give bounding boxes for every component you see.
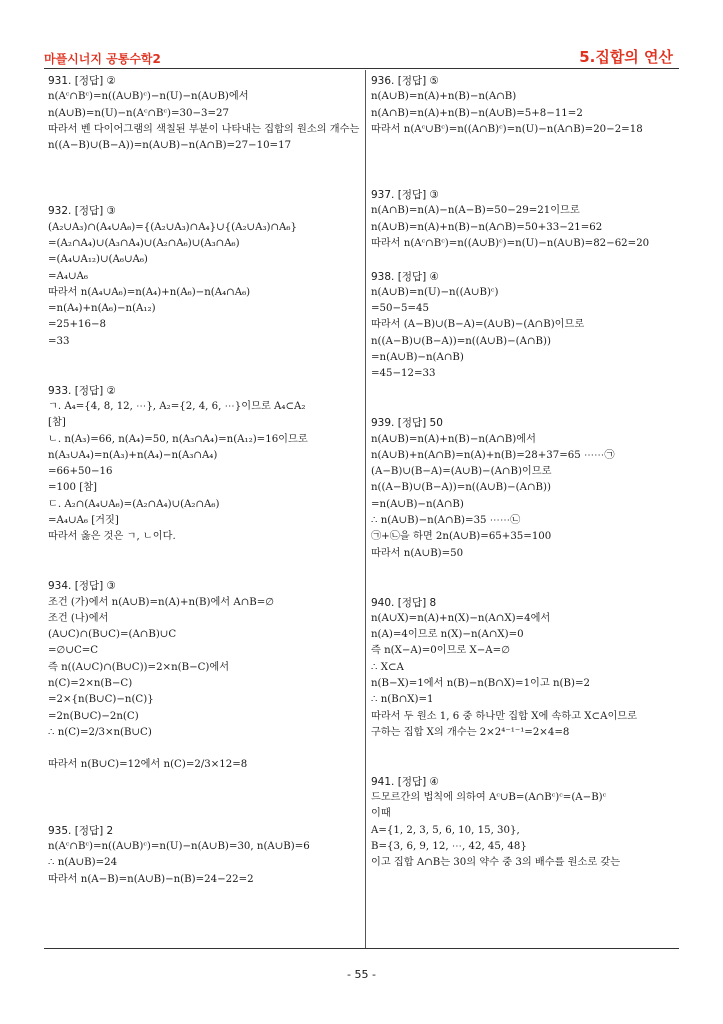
spacer	[48, 774, 360, 790]
solution-line: =∅∪C=C	[48, 645, 99, 657]
spacer	[48, 562, 360, 578]
solution-line: n(A∪B)=n(U)−n((A∪B)ᶜ)	[371, 286, 499, 298]
solution-line: 따라서 n(Aᶜ∩Bᶜ)=n((A∪B)ᶜ)=n(U)−n(A∪B)=82−62=20	[371, 237, 650, 249]
solution-line: =50−5=45	[371, 303, 430, 315]
solution-line: ∴ n(C)=2/3×n(B∪C)	[48, 726, 152, 738]
spacer	[48, 350, 360, 366]
solution-line: 즉 n((A∪C)∩(B∪C))=2×n(B−C)에서	[48, 661, 230, 673]
solution-line: ㉠+㉡을 하면 2n(A∪B)=65+35=100	[371, 531, 552, 543]
solution-line: n(A∪B)+n(A∩B)=n(A)+n(B)=28+37=65 ⋯⋯㉠	[371, 449, 615, 461]
solution-line: n(A)=4이므로 n(X)−n(A∩X)=0	[371, 629, 524, 641]
solution-line: =n(A∪B)−n(A∩B)	[371, 352, 464, 364]
solution-line: n(Aᶜ∩Bᶜ)=n((A∪B)ᶜ)=n(U)−n(A∪B)=30, n(A∪B)=6	[48, 840, 310, 852]
spacer	[48, 366, 360, 382]
solution-line: n(A∩B)=n(A)−n(A−B)=50−29=21이므로	[371, 205, 580, 217]
spacer	[371, 399, 681, 415]
solution-line: 조건 (가)에서 n(A∪B)=n(A)+n(B)에서 A∩B=∅	[48, 596, 275, 608]
solution-line: n(A₃∪A₄)=n(A₃)+n(A₄)−n(A₃∩A₄)	[48, 449, 218, 461]
solution-line: n(B−X)=1에서 n(B)−n(B∩X)=1이고 n(B)=2	[371, 677, 590, 689]
solution-line: ㄴ. n(A₃)=66, n(A₄)=50, n(A₃∩A₄)=n(A₁₂)=16이므로	[48, 433, 308, 445]
solution-line: 조건 (나)에서	[48, 612, 109, 624]
solution-line: n(A∪B)=n(A)+n(B)−n(A∩B)=50+33−21=62	[371, 221, 603, 233]
spacer	[371, 171, 681, 187]
problem-heading: 934. [정답] ③	[48, 580, 116, 593]
solution-line: 따라서 n(A−B)=n(A∪B)−n(B)=24−22=2	[48, 873, 254, 885]
solution-line: =100 [참]	[48, 482, 98, 494]
solution-line: (A₂∪A₃)∩(A₄∪A₆)={(A₂∪A₃)∩A₄}∪{(A₂∪A₃)∩A₆}	[48, 221, 297, 233]
problem-heading: 932. [정답] ③	[48, 205, 116, 218]
problem-heading: 936. [정답] ⑤	[371, 75, 439, 87]
solution-line: 따라서 n(Aᶜ∪Bᶜ)=n((A∩B)ᶜ)=n(U)−n(A∩B)=20−2=18	[371, 123, 643, 135]
spacer	[371, 138, 681, 154]
solution-line: ∴ X⊂A	[371, 661, 404, 673]
solution-line: n(A∪B)=n(U)−n(Aᶜ∩Bᶜ)=30−3=27	[48, 107, 230, 119]
spacer	[48, 806, 360, 822]
solution-line: 드모르간의 법칙에 의하여 Aᶜ∪B=(A∩Bᶜ)ᶜ=(A−B)ᶜ	[371, 792, 607, 804]
chapter-title: 5.집합의 연산	[579, 48, 673, 66]
spacer	[48, 741, 360, 757]
spacer	[371, 383, 681, 399]
spacer	[371, 741, 681, 757]
spacer	[48, 187, 360, 203]
bottom-rule	[44, 948, 679, 949]
solution-line: =(A₂∩A₄)∪(A₃∩A₄)∪(A₂∩A₆)∪(A₃∩A₆)	[48, 237, 240, 249]
solution-line: ∴ n(B∩X)=1	[371, 694, 434, 706]
solution-line: ㄱ. A₄={4, 8, 12, ⋯}, A₂={2, 4, 6, ⋯}이므로 A₄⊂A₂	[48, 400, 306, 412]
solution-line: =A₄∪A₆ [거짓]	[48, 515, 119, 527]
spacer	[48, 790, 360, 806]
spacer	[48, 546, 360, 562]
problem-heading: 941. [정답] ④	[371, 775, 439, 788]
solution-line: n(Aᶜ∩Bᶜ)=n((A∪B)ᶜ)−n(U)−n(A∪B)에서	[48, 91, 249, 103]
solution-line: 따라서 n(A₄∪A₆)=n(A₄)+n(A₆)−n(A₄∩A₆)	[48, 286, 251, 298]
solution-line: =(A₄∪A₁₂)∪(A₆∪A₆)	[48, 254, 148, 266]
solution-line: (A∪C)∩(B∪C)=(A∩B)∪C	[48, 629, 177, 641]
solution-line: =45−12=33	[371, 368, 436, 380]
solution-line: 이때	[371, 808, 391, 820]
solution-line: =A₄∪A₆	[48, 270, 88, 282]
solution-line: =33	[48, 335, 70, 347]
solution-line: =2n(B∪C)−2n(C)	[48, 710, 139, 722]
column-divider	[365, 70, 366, 948]
solution-line: 따라서 두 원소 1, 6 중 하나만 집합 X에 속하고 X⊂A이므로	[371, 710, 637, 722]
solution-line: =66+50−16	[48, 466, 113, 478]
solution-line: 따라서 (A−B)∪(B−A)=(A∪B)−(A∩B)이므로	[371, 319, 585, 331]
solution-line: n(A∪X)=n(A)+n(X)−n(A∩X)=4에서	[371, 612, 551, 624]
spacer	[371, 252, 681, 268]
solution-line: 즉 n(X−A)=0이므로 X−A=∅	[371, 645, 511, 657]
top-rule	[44, 68, 679, 69]
problem-heading: 931. [정답] ②	[48, 75, 116, 87]
solution-line: ㄷ. A₂∩(A₄∪A₆)=(A₂∩A₄)∪(A₂∩A₆)	[48, 498, 220, 510]
solution-line: n((A−B)∪(B−A))=n((A∪B)−(A∩B))	[371, 482, 551, 494]
spacer	[48, 154, 360, 170]
solution-line: [참]	[48, 417, 66, 429]
solution-line: 이고 집합 A∩B는 30의 약수 중 3의 배수를 원소로 갖는	[371, 857, 621, 869]
problem-heading: 938. [정답] ④	[371, 270, 439, 283]
solution-line: 따라서 n(A∪B)=50	[371, 547, 464, 559]
solution-line: 구하는 집합 X의 개수는 2×2⁴⁻¹⁻¹=2×4=8	[371, 726, 570, 738]
spacer	[371, 562, 681, 578]
book-title: 마플시너지 공통수학2	[44, 52, 161, 66]
right-column	[371, 73, 681, 872]
solution-line: 따라서 옳은 것은 ㄱ, ㄴ이다.	[48, 531, 176, 543]
solution-line: =n(A∪B)−n(A∩B)	[371, 498, 464, 510]
solution-line: ∴ n(A∪B)=24	[48, 857, 118, 869]
solution-line: A={1, 2, 3, 5, 6, 10, 15, 30},	[371, 824, 520, 836]
problem-heading: 940. [정답] 8	[371, 596, 437, 609]
solution-line: =2×{n(B∪C)−n(C)}	[48, 694, 154, 706]
problem-heading: 939. [정답] 50	[371, 417, 443, 430]
solution-line: n((A−B)∪(B−A))=n(A∪B)−n(A∩B)=27−10=17	[48, 140, 292, 152]
solution-line: n(A∪B)=n(A)+n(B)−n(A∩B)에서	[371, 433, 536, 445]
spacer	[48, 171, 360, 187]
spacer	[371, 578, 681, 594]
problem-heading: 937. [정답] ③	[371, 189, 439, 202]
spacer	[371, 154, 681, 170]
problem-heading: 933. [정답] ②	[48, 384, 116, 397]
solution-line: =n(A₄)+n(A₆)−n(A₁₂)	[48, 303, 156, 315]
solution-line: 따라서 n(B∪C)=12에서 n(C)=2/3×12=8	[48, 759, 248, 771]
solution-line: n((A−B)∪(B−A))=n((A∪B)−(A∩B))	[371, 335, 551, 347]
solution-line: ∴ n(A∪B)−n(A∩B)=35 ⋯⋯㉡	[371, 515, 521, 527]
left-column	[48, 73, 360, 888]
solution-line: n(C)=2×n(B−C)	[48, 677, 133, 689]
spacer	[371, 757, 681, 773]
page-number: - 55 -	[347, 968, 376, 981]
solution-line: n(A∪B)=n(A)+n(B)−n(A∩B)	[371, 91, 517, 103]
solution-line: n(A∩B)=n(A)+n(B)−n(A∪B)=5+8−11=2	[371, 107, 583, 119]
solution-line: 따라서 벤 다이어그램의 색칠된 부분이 나타내는 집합의 원소의 개수는	[48, 123, 360, 135]
problem-heading: 935. [정답] 2	[48, 824, 114, 837]
solution-line: (A−B)∪(B−A)=(A∪B)−(A∩B)이므로	[371, 466, 552, 478]
solution-line: =25+16−8	[48, 319, 107, 331]
solution-line: B={3, 6, 9, 12, ⋯, 42, 45, 48}	[371, 840, 527, 852]
